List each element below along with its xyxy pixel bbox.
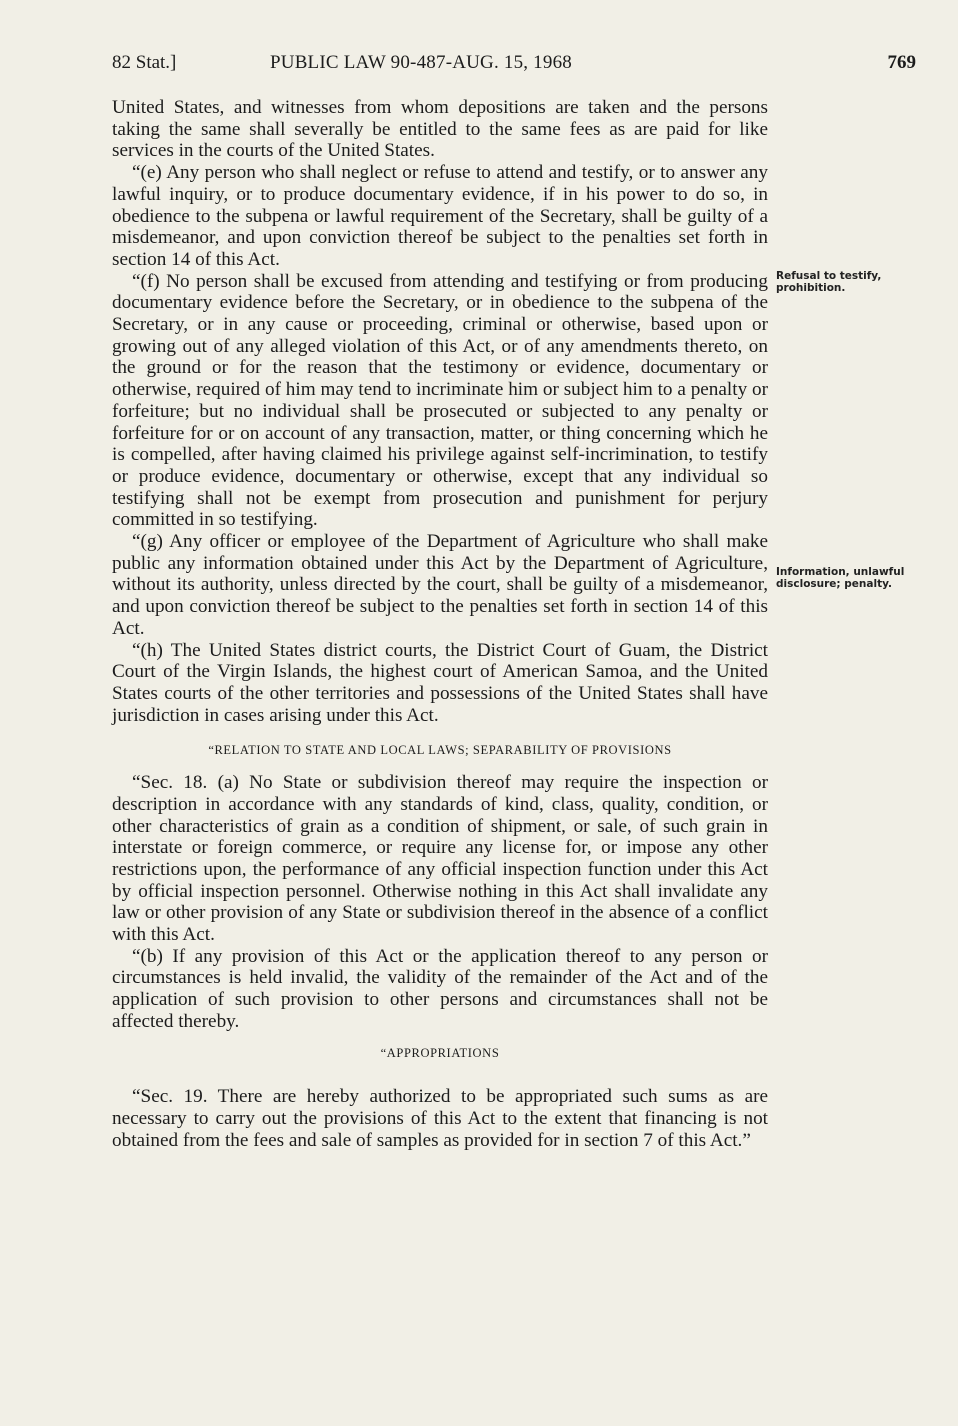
- paragraph-subsection-g: “(g) Any officer or employee of the Department of Agriculture who shall make public any information obtained under this Act by the Department of Agriculture, without its authority, unless directed by the court, shall be guilty of a misdemeanor, and upon conviction thereof be subject to the penalties set forth in section 14 of this Act.: [112, 531, 768, 639]
- section-18a: “Sec. 18. (a) No State or subdivision thereof may require the inspection or description in accordance with any standards of kind, class, quality, condition, or other characteristics of grain as a condition of shipment, or sale, of such grain in interstate or foreign commerce, or require any license for, or impose any other restrictions upon, the performance of any official inspection function under this Act by official inspection personnel. Otherwise nothing in this Act shall invalidate any law or other provision of any State or subdivision thereof in the absence of a conflict with this Act.: [112, 772, 768, 946]
- section-19-heading: “APPROPRIATIONS: [380, 1045, 500, 1060]
- main-text-column: [112, 97, 768, 1151]
- paragraph-subsection-e: “(e) Any person who shall neglect or refuse to attend and testify, or to answer any lawful inquiry, or to produce documentary evidence, if in his power to do so, in obedience to the subpena or lawful requirement of the Secretary, shall be guilty of a misdemeanor, and upon conviction thereof be subject to the penalties set forth in section 14 of this Act.: [112, 162, 768, 270]
- running-title: PUBLIC LAW 90-487-AUG. 15, 1968: [270, 52, 572, 73]
- paragraph-intro: United States, and witnesses from whom depositions are taken and the persons taking the same shall severally be entitled to the same fees as are paid for like services in the courts of the United States.: [112, 97, 768, 162]
- statute-volume: 82 Stat.]: [112, 52, 177, 73]
- page-header: [112, 52, 922, 82]
- margin-note-information-disclosure: Information, unlawful disclosure; penalty.: [776, 566, 905, 590]
- margin-note-refusal-to-testify: Refusal to testify, prohibition.: [776, 270, 882, 294]
- paragraph-subsection-h: “(h) The United States district courts, the District Court of Guam, the District Court of the Virgin Islands, the highest court of American Samoa, and the United States courts of the other territories and possessions of the United States shall have jurisdiction in cases arising under this Act.: [112, 639, 768, 726]
- page-number: 769: [887, 52, 916, 73]
- section-19: “Sec. 19. There are hereby authorized to be appropriated such sums as are necessary to carry out the provisions of this Act to the extent that financing is not obtained from the fees and sale of samples as provided for in section 7 of this Act.”: [112, 1086, 768, 1151]
- section-18-heading: “RELATION TO STATE AND LOCAL LAWS; SEPARABILITY OF PROVISIONS: [208, 743, 672, 758]
- paragraph-subsection-f: “(f) No person shall be excused from attending and testifying or from producing documentary evidence before the Secretary, or in obedience to the subpena of the Secretary, or in any cause or proceeding, criminal or otherwise, based upon or growing out of any alleged violation of this Act, or of any amendments thereto, on the ground or for the reason that the testimony or evidence, documentary or otherwise, required of him may tend to incriminate him or subject him to a penalty or forfeiture; but no individual shall be prosecuted or subjected to any penalty or forfeiture for or on account of any transaction, matter, or thing concerning which he is compelled, after having claimed his privilege against self-incrimination, to testify or produce evidence, documentary or otherwise, except that any individual so testifying shall not be exempt from prosecution and punishment for perjury committed in so testifying.: [112, 270, 768, 531]
- section-18b: “(b) If any provision of this Act or the application thereof to any person or circumstances is held invalid, the validity of the remainder of the Act and of the application of such provision to other persons and circumstances shall not be affected thereby.: [112, 945, 768, 1032]
